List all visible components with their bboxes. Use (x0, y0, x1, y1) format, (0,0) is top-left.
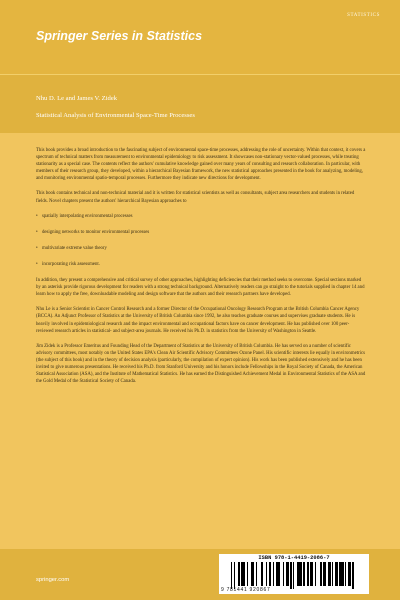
topic-list (36, 213, 366, 268)
isbn-barcode (219, 554, 369, 594)
paragraph-approach: In addition, they present a comprehensive and critical survey of other approaches, highlighting deficiencies that their method seeks to overcome. Special sections marked by an asterisk provide rigorous development for readers with a strong technical background. Alternatively readers can go straight to the tutorials supplied in chapter 14 and learn how to apply the free, downloadable modeling and design software that the authors and their research partners have developed. (36, 278, 365, 298)
bullet-icon: • (36, 245, 38, 251)
list-item-label: multivariate extreme value theory (42, 245, 107, 251)
publisher-url[interactable]: springer.com (36, 577, 70, 583)
barcode-digits: 9 781441 920867 (221, 587, 271, 593)
paragraph-intro: This book provides a broad introduction to the fascinating subject of environmental space-time processes, addressing the role of uncertainty. Within that context, it covers a spectrum of technical matters from measurement to environmental epidemiology to risk assessment. It showcases non-stationary vector-valued processes, while treating stationarity as a special case. The contents reflect the authors' cumulative knowledge gained over many years of consulting and research collaboration. In particular, with members of their research group, they developed, within a hierarchical Bayesian framework, the new statistical approaches presented in the book for analyzing, modeling, and monitoring environmental spatio-temporal processes. Furthermore they indicate new directions for development. (36, 148, 366, 182)
list-item-label: incorporating risk assessment. (42, 261, 100, 267)
bullet-icon: • (36, 229, 38, 235)
list-item-label: designing networks to monitor environmental processes (42, 229, 150, 235)
paragraph-audience: This book contains technical and non-technical material and it is written for statistical scientists as well as consultants, subject area researchers and students in related fields. Novel chapters present the authors' hierarchical Bayesian approaches to (36, 191, 355, 204)
book-title: Statistical Analysis of Environmental Space-Time Processes (36, 112, 195, 119)
description-text (36, 147, 366, 393)
list-item-label: spatially interpolating environmental processes (42, 213, 133, 219)
bullet-icon: • (36, 213, 38, 219)
list-item (36, 213, 366, 220)
series-title: Springer Series in Statistics (36, 29, 203, 43)
bullet-icon: • (36, 261, 38, 267)
list-item (36, 245, 366, 252)
barcode-gap (354, 562, 357, 586)
isbn-number: ISBN 978-1-4419-2086-7 (258, 555, 330, 561)
barcode-bars (231, 562, 357, 586)
author-bio-zidek: Jim Zidek is a Professor Emeritus and Founding Head of the Department of Statistics at the University of British Columbia. He has served on a number of scientific advisory committees, most notably on the United States EPA's Clean Air Scientific Advisory Committees Ozone Panel. His scientific interests lie equally in environmetrics (the subject of this book) and in the theory of decision analysis (particularly, the compilation of expert opinion). His work has been published extensively and he has been invited to give numerous presentations. He received his Ph.D. from Stanford University and his honors include Fellowships in the Royal Society of Canada, the American Statistical Association (ASA), and the Institute of Mathematical Statistics. He has earned the Distinguished Achievement Medal in Environmental Statistics of the ASA and the Gold Medal of the Statistical Society of Canada. (36, 343, 366, 385)
divider-rule (0, 74, 400, 75)
list-item (36, 229, 366, 236)
list-item (36, 261, 366, 268)
author-bio-le: Nhu Le is a Senior Scientist in Cancer Control Research and a former Director of the Occupational Oncology Research Program at the British Columbia Cancer Agency (BCCA). An Adjunct Professor of Statistics at the University of British Columbia since 1992, he also teaches graduate courses and supervises graduate students. He is heavily involved in epidemiological research and the impact environmental and occupational factors have on cancer development. He has published over 100 peer-reviewed research articles in statistical- and subject-area journals. He received his Ph.D. in statistics from the University of Washington in Seattle. (36, 307, 360, 334)
series-tag: STATISTICS (347, 13, 380, 18)
book-authors: Nhu D. Le and James V. Zidek (36, 95, 118, 102)
